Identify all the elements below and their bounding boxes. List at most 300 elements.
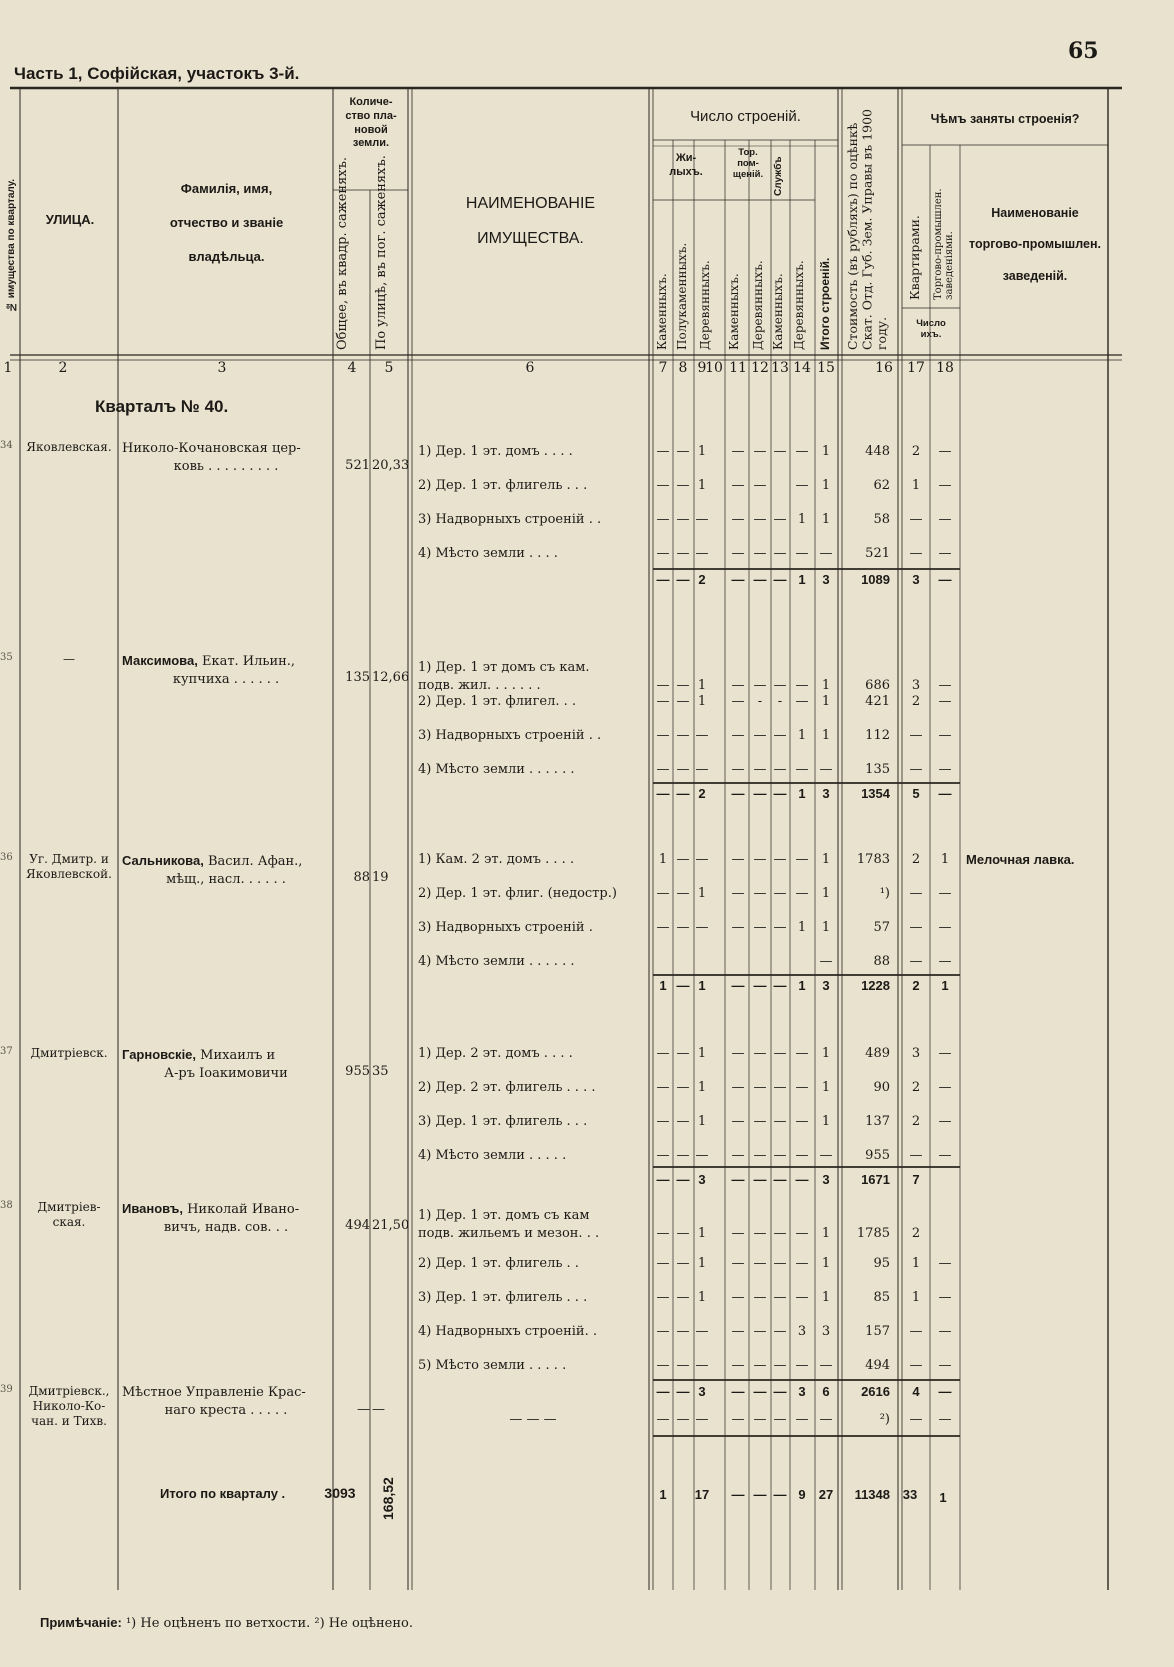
cell-c10: — [731, 512, 745, 527]
entry-street [19, 852, 119, 882]
cell-c16: — [909, 1358, 923, 1373]
cell-c16: 2 [911, 444, 921, 459]
cell-c11: — [753, 478, 767, 493]
cell-c14: 6 [822, 1384, 830, 1399]
cell-c9: — [695, 1148, 709, 1163]
quarter-total-label: Итого по кварталу . [160, 1486, 286, 1501]
cell-c7: — [656, 728, 670, 743]
cell-c12: — [773, 978, 787, 993]
street-line: Дмитріевск., [28, 1384, 110, 1398]
cell-value: 85 [873, 1290, 890, 1305]
cell-c10: — [731, 444, 745, 459]
entry-owner [122, 1384, 330, 1419]
quarter-total-c17: 1 [939, 1490, 947, 1505]
cell-c13: — [795, 546, 809, 561]
property-name: 3) Дер. 1 эт. флигель . . . [418, 1290, 588, 1305]
cell-c12: - [777, 694, 783, 709]
entry-area: 955 [345, 1064, 370, 1079]
entry-area: — [357, 1402, 370, 1417]
cell-c12: — [773, 1172, 787, 1187]
cell-c13: 1 [798, 786, 806, 801]
cell-c16: 1 [911, 478, 921, 493]
cell-c17: — [938, 762, 952, 777]
cell-value: 489 [865, 1046, 890, 1061]
cell-value: 88 [873, 954, 890, 969]
cell-c16: 2 [911, 852, 921, 867]
cell-c16: 4 [912, 1384, 920, 1399]
cell-c12: — [773, 1384, 787, 1399]
header-col-9: Деревянныхъ. [698, 260, 712, 350]
cell-c17: — [938, 478, 952, 493]
entry-area: 521 [345, 458, 370, 473]
cell-c13: — [795, 678, 809, 693]
cell-c7: — [656, 678, 670, 693]
quarter-total-c16: 33 [902, 1487, 918, 1502]
entry-street [19, 440, 119, 455]
cell-c10: — [731, 1290, 745, 1305]
quarter-total-c13: 9 [798, 1487, 806, 1502]
cell-c11: — [753, 444, 767, 459]
column-number-18: 18 [936, 360, 954, 376]
property-name: 2) Дер. 1 эт. флиг. (недостр.) [418, 886, 617, 901]
column-number-1: 1 [3, 360, 13, 376]
cell-c7: — [656, 1148, 670, 1163]
cell-c16: — [909, 512, 923, 527]
cell-c8: — [676, 1290, 690, 1305]
entry-street [19, 652, 119, 667]
cell-c7: — [656, 786, 670, 801]
street-line: чан. и Тихв. [31, 1414, 107, 1428]
cell-c17: — [938, 512, 952, 527]
cell-c14: 1 [821, 1290, 831, 1305]
cell-c17: — [938, 572, 952, 587]
entry-front: 12,66 [372, 670, 410, 685]
cell-c7: — [656, 694, 670, 709]
cell-c11: — [753, 1080, 767, 1095]
cell-c8: — [676, 978, 690, 993]
cell-c10: — [731, 728, 745, 743]
cell-c12: — [773, 1324, 787, 1339]
cell-c14: 3 [822, 572, 830, 587]
header-occupied: Чѣмъ заняты строенія? [930, 112, 1080, 126]
cell-c12: — [773, 1080, 787, 1095]
cell-value: 686 [865, 678, 890, 693]
cell-c7: 1 [658, 852, 668, 867]
entry-area: 135 [345, 670, 370, 685]
column-number-8: 8 [678, 360, 688, 376]
cell-c12: — [773, 444, 787, 459]
cell-c7: 1 [659, 978, 667, 993]
quarter-total-area: 3093 [324, 1485, 356, 1501]
cell-value: 955 [865, 1148, 890, 1163]
cell-c10: — [731, 1412, 745, 1427]
cell-c17: — [938, 444, 952, 459]
entry-number: 37 [0, 1046, 13, 1057]
cell-c13: 1 [798, 572, 806, 587]
cell-c17: — [938, 1324, 952, 1339]
cell-c9: 1 [697, 1290, 707, 1305]
owner-surname: Сальникова, [122, 853, 204, 868]
entry-owner [122, 652, 330, 688]
cell-c10: — [731, 786, 745, 801]
cell-c12: — [773, 886, 787, 901]
cell-c13: — [795, 762, 809, 777]
cell-c8: — [676, 546, 690, 561]
owner-line: Мѣстное Управленіе Крас- [122, 1385, 306, 1400]
entry-number: 38 [0, 1200, 13, 1211]
cell-c14: 1 [821, 1080, 831, 1095]
cell-c11: — [753, 886, 767, 901]
cell-c12: — [773, 1114, 787, 1129]
cell-c11: — [753, 1412, 767, 1427]
property-name: 1) Дер. 2 эт. домъ . . . . [418, 1046, 573, 1061]
cell-c14: 3 [822, 1172, 830, 1187]
cell-c13: — [795, 694, 809, 709]
cell-c10: — [731, 478, 745, 493]
property-name: 2) Дер. 1 эт. флигел. . . [418, 694, 576, 709]
cell-c7: — [656, 886, 670, 901]
cell-c14: 1 [821, 678, 831, 693]
column-number-5: 5 [384, 360, 394, 376]
property-name: 4) Мѣсто земли . . . . [418, 546, 558, 561]
cell-c8: — [676, 1256, 690, 1271]
owner-line: ковь . . . . . . . . . [173, 458, 279, 474]
entry-owner [122, 440, 330, 475]
cell-c8: — [676, 1384, 690, 1399]
cell-c11: — [753, 1324, 767, 1339]
cell-c16: — [909, 954, 923, 969]
header-street: УЛИЦА. [45, 212, 95, 227]
cell-c14: 1 [821, 694, 831, 709]
header-residential: Жи- лыхъ. [669, 152, 703, 178]
cell-c10: — [731, 886, 745, 901]
property-name: 5) Мѣсто земли . . . . . [418, 1358, 567, 1373]
cell-c11: — [753, 572, 767, 587]
cell-c7: — [656, 1256, 670, 1271]
street-line: ская. [52, 1215, 86, 1229]
cell-c13: 3 [798, 1384, 806, 1399]
owner-line: купчиха . . . . . . [172, 671, 280, 687]
cell-c17: — [938, 694, 952, 709]
cell-c7: — [656, 1384, 670, 1399]
cell-c14: 1 [821, 1226, 831, 1241]
cell-c14: 3 [822, 786, 830, 801]
column-number-7: 7 [658, 360, 668, 376]
cell-c7: — [656, 1358, 670, 1373]
quarter-total-c12: — [773, 1487, 787, 1502]
cell-c10: — [731, 546, 745, 561]
cell-c7: — [656, 1412, 670, 1427]
cell-c10: — [731, 1256, 745, 1271]
cell-c12: — [773, 1226, 787, 1241]
cell-c16: — [909, 1148, 923, 1163]
cell-value: 135 [865, 762, 890, 777]
cell-c10: — [731, 1080, 745, 1095]
cell-c14: — [819, 546, 833, 561]
cell-value: 95 [873, 1256, 890, 1271]
cell-c8: — [676, 920, 690, 935]
cell-c11: — [753, 762, 767, 777]
owner-name: Николай Ивано- [187, 1202, 300, 1217]
cell-c13: — [795, 478, 809, 493]
property-name: 2) Дер. 2 эт. флигель . . . . [418, 1080, 596, 1095]
cell-c17: — [938, 1358, 952, 1373]
cell-c17: — [938, 728, 952, 743]
cell-value: 1785 [856, 1226, 890, 1241]
cell-c11: — [753, 1384, 767, 1399]
column-number-16: 16 [875, 360, 893, 376]
quarter-total-value: 11348 [854, 1487, 890, 1502]
property-name: 3) Дер. 1 эт. флигель . . . [418, 1114, 588, 1129]
cell-c8: — [676, 1148, 690, 1163]
cell-c16: — [909, 1412, 923, 1427]
cell-c16: — [909, 546, 923, 561]
header-col-7: Каменныхъ. [655, 273, 669, 350]
cell-c14: 1 [821, 1046, 831, 1061]
page-number: 65 [1068, 38, 1099, 64]
header-col-8: Полукаменныхъ. [675, 242, 689, 350]
cell-c13: — [795, 444, 809, 459]
cell-value: 57 [873, 920, 890, 935]
section-title: Часть 1, Софійская, участокъ 3-й. [14, 64, 300, 83]
cell-c7: — [656, 512, 670, 527]
cell-c9: — [695, 1412, 709, 1427]
cell-c11: — [753, 920, 767, 935]
owner-surname: Гарновскіе, [122, 1047, 197, 1062]
cell-c14: — [819, 1148, 833, 1163]
property-name-cont: подв. жил. . . . . . . [418, 678, 541, 693]
cell-c16: 3 [911, 678, 921, 693]
property-name: 3) Надворныхъ строеній . [418, 920, 593, 935]
cell-c8: — [676, 1080, 690, 1095]
cell-c14: — [819, 954, 833, 969]
column-number-3: 3 [217, 360, 227, 376]
owner-line [122, 852, 330, 871]
cell-c8: — [676, 694, 690, 709]
cell-c7: — [656, 444, 670, 459]
cell-c8: — [676, 786, 690, 801]
header-building-count: Число строеній. [690, 108, 801, 125]
owner-line: наго креста . . . . . [164, 1402, 288, 1418]
cell-c10: — [731, 694, 745, 709]
entry-number: 35 [0, 652, 13, 663]
cell-c8: — [676, 512, 690, 527]
cell-c9: — [695, 852, 709, 867]
column-number-14: 14 [793, 360, 811, 376]
column-number-15: 15 [817, 360, 835, 376]
cell-c16: — [909, 920, 923, 935]
cell-c9: — [695, 920, 709, 935]
cell-c13: 1 [798, 978, 806, 993]
header-land-street: По улицѣ, въ пог. саженяхъ. [374, 155, 389, 350]
cell-c11: — [753, 786, 767, 801]
cell-c11: — [753, 1114, 767, 1129]
header-property: НАИМЕНОВАНІЕ ИМУЩЕСТВА. [465, 195, 596, 248]
cell-c12: — [773, 512, 787, 527]
cell-c14: 3 [822, 978, 830, 993]
cell-c16: 5 [912, 786, 920, 801]
cell-c9: 1 [697, 694, 707, 709]
cell-c11: — [753, 728, 767, 743]
cell-c12: — [773, 728, 787, 743]
cell-c9: — [695, 546, 709, 561]
cell-value: 494 [865, 1358, 890, 1373]
cell-c16: 3 [911, 1046, 921, 1061]
footnote-label: Примѣчаніе: [40, 1615, 122, 1630]
cell-c9: — [695, 728, 709, 743]
cell-c9: — [695, 1324, 709, 1339]
header-col-13: Деревянныхъ. [792, 260, 806, 350]
cell-c16: 1 [911, 1256, 921, 1271]
footnote [40, 1615, 413, 1631]
cell-c9: 1 [697, 1114, 707, 1129]
cell-c13: — [795, 1172, 809, 1187]
entry-number: 36 [0, 852, 13, 863]
cell-c7: — [656, 920, 670, 935]
street-line: Уг. Дмитр. и [29, 852, 109, 866]
cell-c13: — [795, 852, 809, 867]
property-name: 2) Дер. 1 эт. флигель . . [418, 1256, 579, 1271]
cell-c16: — [909, 762, 923, 777]
cell-c13: 1 [797, 728, 807, 743]
cell-c8: — [676, 478, 690, 493]
cell-c8: — [676, 852, 690, 867]
cell-c13: 3 [797, 1324, 807, 1339]
cell-value: ²) [879, 1412, 890, 1427]
cell-c9: — [695, 512, 709, 527]
cell-value: 137 [865, 1114, 890, 1129]
cell-value: 1354 [861, 786, 890, 801]
cell-c10: — [731, 1384, 745, 1399]
property-name: 1) Кам. 2 эт. домъ . . . . [418, 852, 575, 867]
cell-c14: — [819, 1358, 833, 1373]
cell-c8: — [676, 1172, 690, 1187]
cell-c9: 1 [697, 478, 707, 493]
cell-c7: — [656, 546, 670, 561]
property-name: — — — [509, 1412, 557, 1427]
cell-c16: — [909, 886, 923, 901]
cell-value: 1783 [856, 852, 890, 867]
footnote-text: ¹) Не оцѣненъ по ветхости. ²) Не оцѣнено. [125, 1616, 413, 1631]
cell-c16: — [909, 1324, 923, 1339]
entry-front: 20,33 [372, 458, 410, 473]
column-number-13: 13 [771, 360, 789, 376]
cell-c16: 2 [912, 978, 920, 993]
trade-establishment: Мелочная лавка. [966, 852, 1075, 867]
cell-value: 1671 [861, 1172, 890, 1187]
column-number-11: 11 [729, 360, 747, 376]
property-name: 1) Дер. 1 эт. домъ съ кам [418, 1208, 590, 1223]
cell-c11: - [757, 694, 763, 709]
street-line: — [63, 652, 75, 666]
owner-line: Николо-Кочановская цер- [122, 441, 301, 456]
cell-value: ¹) [879, 886, 890, 901]
cell-c8: — [676, 1324, 690, 1339]
cell-value: 2616 [861, 1384, 890, 1399]
cell-value: 1228 [861, 978, 890, 993]
header-value: Стоимость (въ рубляхъ) по оцѣнкѣ Скат. Отд. Губ. Зем. Управы въ 1900 году. [845, 108, 889, 350]
cell-c10: — [731, 1114, 745, 1129]
cell-c17: 1 [941, 978, 949, 993]
cell-c16: 7 [912, 1172, 920, 1187]
cell-c13: — [795, 1358, 809, 1373]
cell-c12: — [773, 1358, 787, 1373]
cell-c9: 1 [697, 1226, 707, 1241]
cell-c16: 2 [911, 1114, 921, 1129]
cell-c11: — [753, 1046, 767, 1061]
quarter-total-front: 168,52 [380, 1477, 396, 1520]
cell-c14: — [819, 762, 833, 777]
owner-line: мѣщ., насл. . . . . . [166, 871, 286, 887]
cell-c10: — [731, 1226, 745, 1241]
street-line: Дмитріевск. [30, 1046, 108, 1060]
cell-value: 58 [873, 512, 890, 527]
property-name-cont: подв. жильемъ и мезон. . . [418, 1226, 600, 1241]
cell-c16: 2 [911, 1080, 921, 1095]
cell-c14: 1 [821, 852, 831, 867]
header-col-11: Деревянныхъ. [751, 260, 765, 350]
cell-c17: — [938, 1290, 952, 1305]
column-number-10: 10 [705, 360, 723, 376]
cell-value: 421 [865, 694, 890, 709]
owner-line [122, 1046, 330, 1065]
entry-front: 21,50 [372, 1218, 410, 1233]
cell-c13: 1 [797, 920, 807, 935]
property-name: 1) Дер. 1 эт домъ съ кам. [418, 660, 590, 675]
cell-c9: 1 [697, 886, 707, 901]
cell-c11: — [753, 1358, 767, 1373]
cell-c9: 1 [698, 978, 706, 993]
owner-name: Васил. Афан., [207, 854, 303, 869]
property-name: 4) Надворныхъ строеній. . [418, 1324, 597, 1339]
cell-c9: 3 [698, 1384, 706, 1399]
cell-c9: 3 [698, 1172, 706, 1187]
cell-c12: — [773, 572, 787, 587]
cell-c14: 3 [821, 1324, 831, 1339]
cell-c17: — [938, 1384, 952, 1399]
cell-value: 521 [865, 546, 890, 561]
entry-area: 494 [345, 1218, 370, 1233]
street-line: Дмитріев- [37, 1200, 101, 1214]
cell-c12: — [773, 852, 787, 867]
cell-c13: 1 [797, 512, 807, 527]
cell-c7: — [656, 762, 670, 777]
cell-c17: — [938, 1046, 952, 1061]
cell-c11: — [753, 546, 767, 561]
owner-line: вичъ, надв. сов. . . [163, 1219, 289, 1235]
cell-c14: 1 [821, 1114, 831, 1129]
cell-c14: 1 [821, 886, 831, 901]
cell-c9: — [695, 1358, 709, 1373]
property-name: 1) Дер. 1 эт. домъ . . . . [418, 444, 573, 459]
cell-c16: — [909, 728, 923, 743]
cell-c8: — [676, 572, 690, 587]
cell-c7: — [656, 572, 670, 587]
cell-c14: 1 [821, 478, 831, 493]
cell-c16: 2 [911, 694, 921, 709]
cell-c8: — [676, 1046, 690, 1061]
entry-owner [122, 852, 330, 888]
entry-owner [122, 1046, 330, 1082]
cell-c7: — [656, 1290, 670, 1305]
owner-line [122, 652, 330, 671]
cell-c11: — [753, 1148, 767, 1163]
cell-c14: 1 [821, 444, 831, 459]
cell-value: 62 [873, 478, 890, 493]
cell-c16: 2 [911, 1226, 921, 1241]
quarter-total-c11: — [753, 1487, 767, 1502]
cell-c12: — [773, 1256, 787, 1271]
